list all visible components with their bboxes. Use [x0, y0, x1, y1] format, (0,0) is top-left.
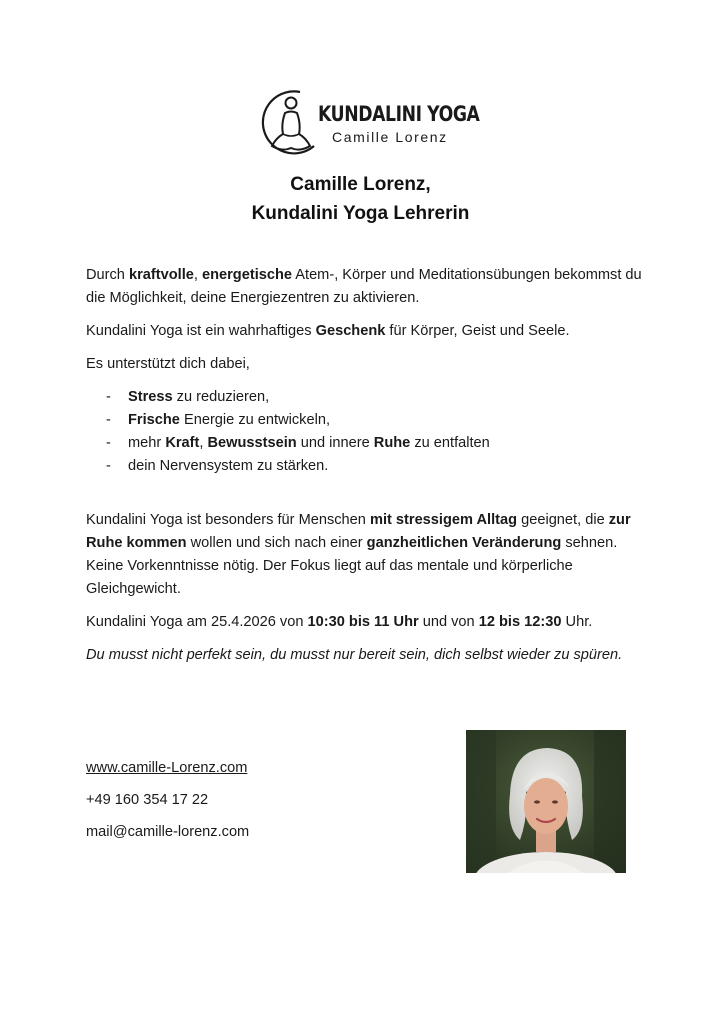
- website-link[interactable]: www.camille-Lorenz.com: [86, 760, 248, 776]
- schedule-paragraph: [86, 611, 646, 634]
- support-intro: Es unterstützt dich dabei,: [86, 356, 250, 372]
- portrait-image: [466, 730, 626, 873]
- title-line-2: Kundalini Yoga Lehrerin: [251, 203, 470, 224]
- intro-text-1: Durch: [86, 267, 129, 283]
- schedule-bold-2: 12 bis 12:30: [478, 614, 562, 630]
- benefits-list: [86, 386, 646, 478]
- benefit-bold: Bewusstsein: [207, 435, 297, 451]
- schedule-text-3: Uhr.: [561, 614, 593, 630]
- quote-paragraph: Du musst nicht perfekt sein, du musst nur bereit sein, dich selbst wieder zu spüren.: [86, 647, 623, 663]
- intro-text-2: ,: [193, 267, 202, 283]
- gift-text-1: Kundalini Yoga ist ein wahrhaftiges: [86, 323, 316, 339]
- logo: [256, 86, 480, 158]
- list-item: [86, 432, 646, 455]
- audience-bold-3: ganzheitlichen Veränderung: [366, 535, 562, 551]
- benefit-text: zu entfalten: [410, 435, 490, 451]
- schedule-text-2: und von: [418, 614, 479, 630]
- audience-text-4: sehnen. Keine Vorkenntnisse nötig. Der Fokus liegt auf das mentale und körperliche Gleichgewicht.: [86, 535, 618, 597]
- gift-paragraph: [86, 320, 646, 343]
- title-line-1: Camille Lorenz,: [290, 174, 431, 195]
- portrait-photo: [466, 730, 626, 873]
- audience-text-2: geeignet, die: [517, 512, 609, 528]
- website-row: [86, 757, 249, 780]
- intro-text-3: Atem-, Körper und Meditationsübungen bekommst du die Möglichkeit, deine Energiezentren zu aktivieren.: [86, 267, 642, 306]
- meditating-figure-icon: [256, 86, 326, 158]
- benefit-text: Energie zu entwickeln,: [179, 412, 330, 428]
- gift-bold-1: Geschenk: [315, 323, 386, 339]
- benefit-text: mehr: [128, 435, 166, 451]
- audience-paragraph: [86, 509, 646, 601]
- benefit-bold: Stress: [128, 389, 173, 405]
- intro-paragraph: [86, 264, 646, 310]
- intro-bold-1: kraftvolle: [128, 267, 194, 283]
- benefit-bold: Ruhe: [373, 435, 411, 451]
- spacer: [86, 478, 646, 509]
- contact-block: [86, 757, 249, 853]
- audience-bold-1: mit stressigem Alltag: [369, 512, 518, 528]
- audience-bold-2: zur Ruhe kommen: [86, 512, 631, 551]
- benefit-bold: Frische: [128, 412, 180, 428]
- intro-bold-2: energetische: [201, 267, 293, 283]
- main-content: [86, 264, 646, 677]
- page-title: [0, 170, 721, 228]
- gift-text-2: für Körper, Geist und Seele.: [385, 323, 570, 339]
- benefit-text: dein Nervensystem zu stärken.: [128, 458, 329, 474]
- list-item: [86, 409, 646, 432]
- audience-text-3: wollen und sich nach einer: [186, 535, 367, 551]
- schedule-bold-1: 10:30 bis 11 Uhr: [307, 614, 419, 630]
- logo-brand: KUNDALINI YOGA: [318, 102, 480, 126]
- email-address: mail@camille-lorenz.com: [86, 824, 250, 840]
- list-item: [86, 386, 646, 409]
- benefit-bold: Kraft: [165, 435, 200, 451]
- benefit-text: und innere: [296, 435, 374, 451]
- schedule-text-1: Kundalini Yoga am 25.4.2026 von: [86, 614, 308, 630]
- benefit-text: zu reduzieren,: [172, 389, 270, 405]
- audience-text-1: Kundalini Yoga ist besonders für Menschen: [86, 512, 370, 528]
- phone-number: +49 160 354 17 22: [86, 792, 209, 808]
- logo-subbrand: Camille Lorenz: [332, 129, 448, 145]
- benefit-text: ,: [199, 435, 208, 451]
- list-item: [86, 455, 646, 478]
